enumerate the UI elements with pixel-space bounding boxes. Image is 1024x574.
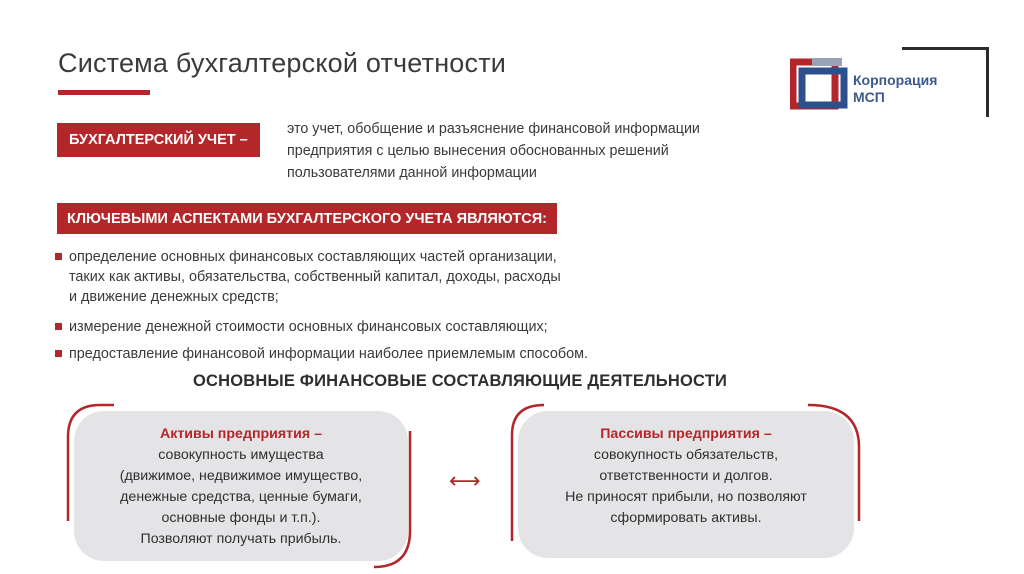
liabilities-heading: Пассивы предприятия –	[600, 426, 772, 442]
accounting-label: БУХГАЛТЕРСКИЙ УЧЕТ –	[57, 123, 260, 157]
list-item-line: предоставление финансовой информации наиболее приемлемым способом.	[69, 346, 588, 362]
aspects-label: КЛЮЧЕВЫМИ АСПЕКТАМИ БУХГАЛТЕРСКОГО УЧЕТА ЯВЛЯЮТСЯ:	[57, 203, 557, 234]
list-item-line: и движение денежных средств;	[69, 289, 279, 305]
assets-card	[74, 411, 408, 561]
assets-line: (движимое, недвижимое имущество,	[119, 468, 363, 484]
bullet-square-icon	[55, 253, 62, 260]
liabilities-line: Не приносят прибыли, но позволяют	[565, 489, 807, 505]
title-underline	[58, 90, 150, 95]
liabilities-line: ответственности и долгов.	[599, 468, 773, 484]
components-title-text: ОСНОВНЫЕ ФИНАНСОВЫЕ СОСТАВЛЯЮЩИЕ ДЕЯТЕЛЬНОСТИ	[192, 372, 728, 390]
bullet-square-icon	[55, 323, 62, 330]
aspects-list	[54, 247, 588, 364]
definition-line: предприятия с целью вынесения обоснованных решений	[287, 143, 669, 159]
assets-line: денежные средства, ценные бумаги,	[120, 489, 362, 505]
assets-line: совокупность имущества	[158, 447, 324, 463]
list-item-line: таких как активы, обязательства, собственный капитал, доходы, расходы	[69, 269, 561, 285]
corner-frame-right	[986, 47, 989, 117]
assets-line: Позволяют получать прибыль.	[140, 531, 342, 547]
assets-line: основные фонды и т.п.).	[161, 510, 321, 526]
liabilities-line: сформировать активы.	[610, 510, 762, 526]
corner-frame-top	[902, 47, 989, 50]
components-title	[0, 372, 1024, 391]
slide-title: Система бухгалтерской отчетности	[58, 48, 507, 78]
assets-heading: Активы предприятия –	[160, 426, 322, 442]
list-item-line: определение основных финансовых составляющих частей организации,	[69, 249, 557, 265]
list-item	[54, 247, 588, 307]
definition-line: это учет, обобщение и разъяснение финансовой информации	[287, 121, 700, 137]
accounting-definition	[287, 118, 700, 184]
list-item-line: измерение денежной стоимости основных финансовых составляющих;	[69, 319, 548, 335]
liabilities-card	[518, 411, 854, 558]
liabilities-card-content	[518, 424, 854, 529]
logo-line-1: Корпорация	[853, 72, 938, 88]
definition-line: пользователями данной информации	[287, 165, 537, 181]
list-item	[54, 317, 588, 337]
bullet-square-icon	[55, 350, 62, 357]
double-arrow-icon: ⟷	[449, 468, 481, 493]
liabilities-line: совокупность обязательств,	[593, 447, 779, 463]
logo-line-2: МСП	[853, 89, 885, 105]
logo-text	[853, 72, 937, 106]
assets-card-content	[74, 424, 408, 550]
list-item	[54, 344, 588, 364]
